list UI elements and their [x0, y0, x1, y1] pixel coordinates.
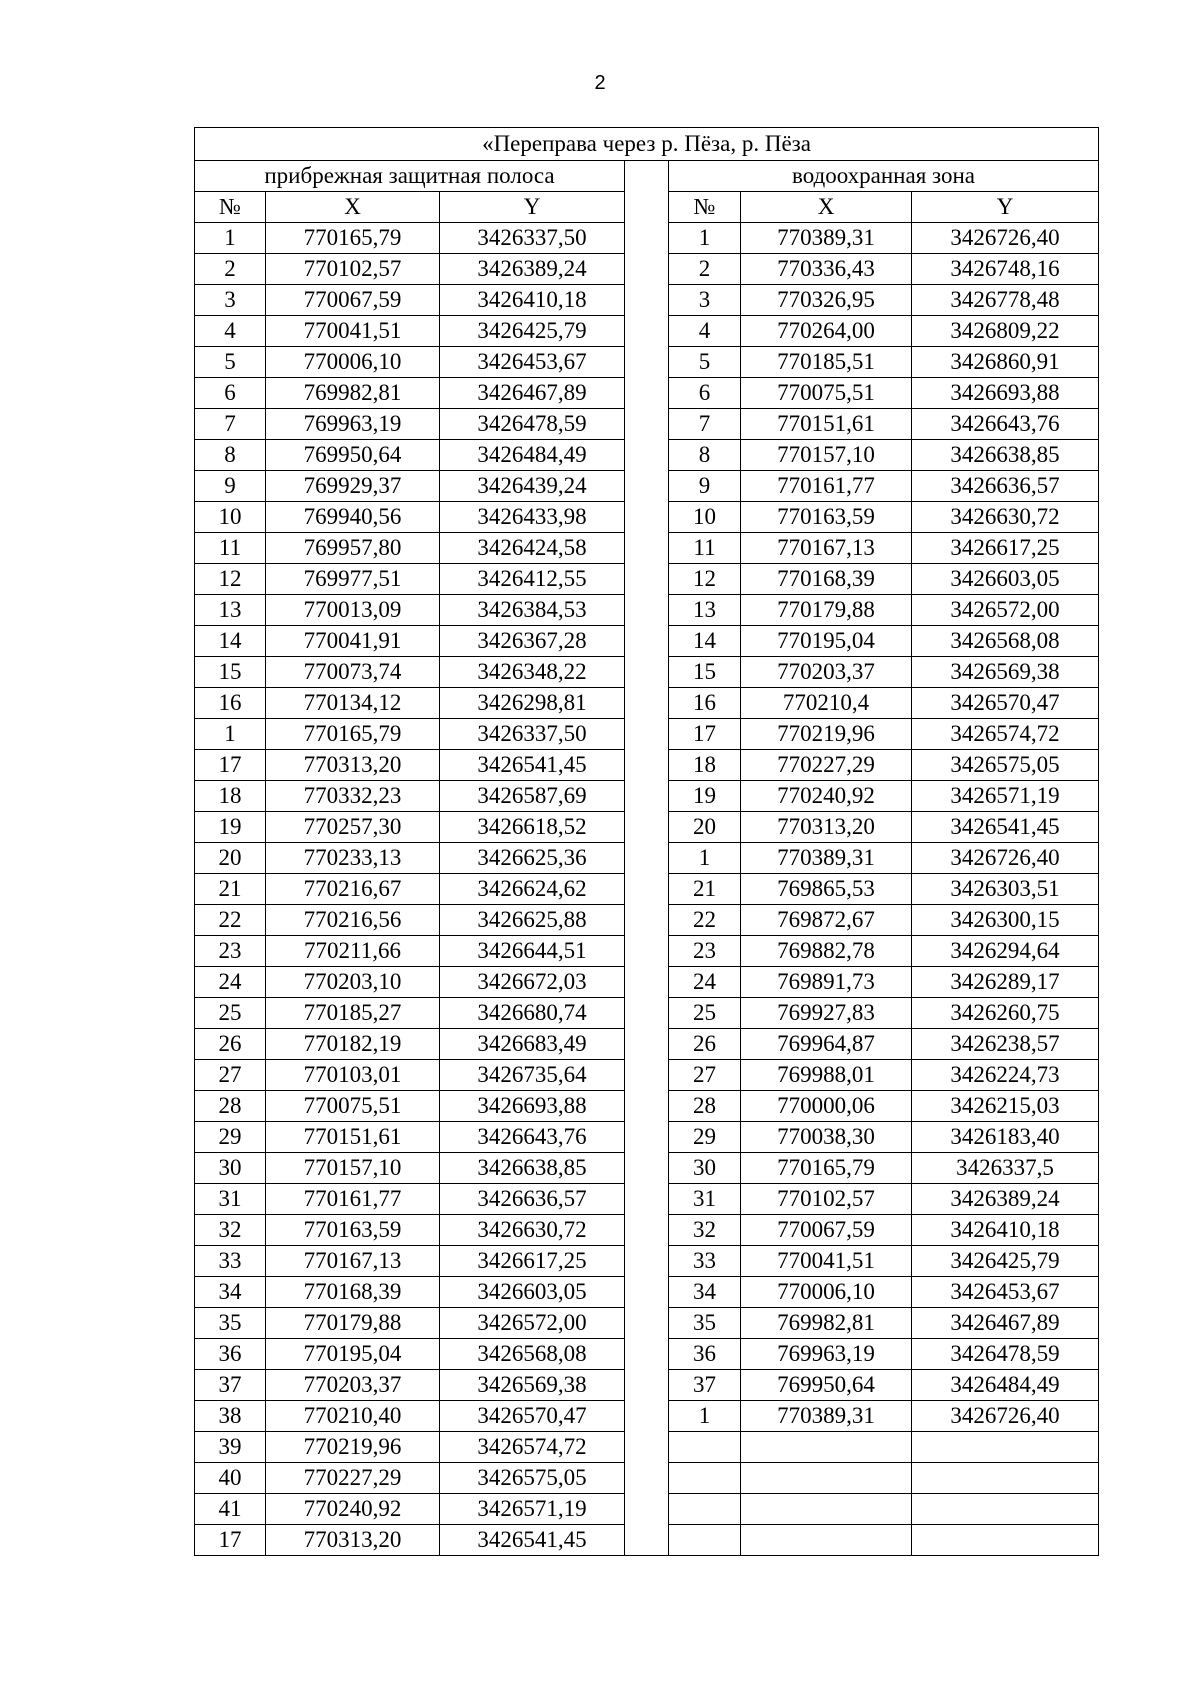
right-x-value: 769963,19 — [741, 1339, 912, 1370]
right-x-value: 770219,96 — [741, 719, 912, 750]
right-header-number: № — [669, 192, 741, 223]
page-number: 2 — [594, 72, 606, 94]
right-point-number: 7 — [669, 409, 741, 440]
right-x-value: 769950,64 — [741, 1370, 912, 1401]
right-x-value: 769872,67 — [741, 905, 912, 936]
left-point-number: 20 — [195, 843, 266, 874]
right-x-value: 770389,31 — [741, 1401, 912, 1432]
left-x-value: 770013,09 — [266, 595, 440, 626]
right-point-number: 16 — [669, 688, 741, 719]
left-x-value: 770073,74 — [266, 657, 440, 688]
left-y-value: 3426571,19 — [440, 1494, 625, 1525]
left-x-value: 770168,39 — [266, 1277, 440, 1308]
right-y-value: 3426300,15 — [912, 905, 1099, 936]
right-x-value: 770185,51 — [741, 347, 912, 378]
left-x-value: 770227,29 — [266, 1463, 440, 1494]
right-x-value: 770151,61 — [741, 409, 912, 440]
right-point-number: 24 — [669, 967, 741, 998]
right-point-number: 8 — [669, 440, 741, 471]
left-y-value: 3426433,98 — [440, 502, 625, 533]
right-point-number: 1 — [669, 843, 741, 874]
right-point-number: 20 — [669, 812, 741, 843]
right-y-value: 3426425,79 — [912, 1246, 1099, 1277]
right-point-number — [669, 1463, 741, 1494]
left-x-value: 770165,79 — [266, 223, 440, 254]
left-x-value: 769977,51 — [266, 564, 440, 595]
left-y-value: 3426618,52 — [440, 812, 625, 843]
right-point-number: 37 — [669, 1370, 741, 1401]
right-point-number: 22 — [669, 905, 741, 936]
left-x-value: 770313,20 — [266, 1525, 440, 1556]
right-x-value: 769891,73 — [741, 967, 912, 998]
right-x-value: 769964,87 — [741, 1029, 912, 1060]
left-y-value: 3426693,88 — [440, 1091, 625, 1122]
right-y-value: 3426638,85 — [912, 440, 1099, 471]
right-x-value: 770203,37 — [741, 657, 912, 688]
right-y-value: 3426860,91 — [912, 347, 1099, 378]
right-point-number: 30 — [669, 1153, 741, 1184]
right-y-value: 3426337,5 — [912, 1153, 1099, 1184]
right-x-value: 770102,57 — [741, 1184, 912, 1215]
left-x-value: 770041,91 — [266, 626, 440, 657]
right-y-value — [912, 1463, 1099, 1494]
right-x-value — [741, 1525, 912, 1556]
right-y-value: 3426294,64 — [912, 936, 1099, 967]
left-point-number: 2 — [195, 254, 266, 285]
left-x-value: 769940,56 — [266, 502, 440, 533]
left-point-number: 28 — [195, 1091, 266, 1122]
right-y-value: 3426389,24 — [912, 1184, 1099, 1215]
left-point-number: 9 — [195, 471, 266, 502]
right-point-number: 19 — [669, 781, 741, 812]
left-x-value: 770134,12 — [266, 688, 440, 719]
right-header-x: X — [741, 192, 912, 223]
right-y-value: 3426630,72 — [912, 502, 1099, 533]
right-y-value: 3426467,89 — [912, 1308, 1099, 1339]
left-x-value: 770167,13 — [266, 1246, 440, 1277]
left-x-value: 769957,80 — [266, 533, 440, 564]
right-y-value: 3426572,00 — [912, 595, 1099, 626]
left-y-value: 3426424,58 — [440, 533, 625, 564]
left-y-value: 3426735,64 — [440, 1060, 625, 1091]
right-y-value: 3426748,16 — [912, 254, 1099, 285]
left-x-value: 770161,77 — [266, 1184, 440, 1215]
left-point-number: 30 — [195, 1153, 266, 1184]
left-y-value: 3426541,45 — [440, 1525, 625, 1556]
right-y-value: 3426574,72 — [912, 719, 1099, 750]
left-point-number: 11 — [195, 533, 266, 564]
right-point-number: 27 — [669, 1060, 741, 1091]
left-y-value: 3426643,76 — [440, 1122, 625, 1153]
right-y-value: 3426478,59 — [912, 1339, 1099, 1370]
left-header-x: X — [266, 192, 440, 223]
left-x-value: 770163,59 — [266, 1215, 440, 1246]
right-x-value: 770326,95 — [741, 285, 912, 316]
left-section-title: прибрежная защитная полоса — [195, 161, 625, 192]
left-x-value: 770195,04 — [266, 1339, 440, 1370]
left-x-value: 770182,19 — [266, 1029, 440, 1060]
left-point-number: 21 — [195, 874, 266, 905]
left-x-value: 770165,79 — [266, 719, 440, 750]
right-point-number: 29 — [669, 1122, 741, 1153]
left-y-value: 3426298,81 — [440, 688, 625, 719]
right-y-value: 3426726,40 — [912, 843, 1099, 874]
right-point-number — [669, 1494, 741, 1525]
left-point-number: 17 — [195, 750, 266, 781]
left-x-value: 770216,56 — [266, 905, 440, 936]
left-x-value: 770067,59 — [266, 285, 440, 316]
left-y-value: 3426638,85 — [440, 1153, 625, 1184]
left-y-value: 3426439,24 — [440, 471, 625, 502]
left-point-number: 39 — [195, 1432, 266, 1463]
right-point-number: 17 — [669, 719, 741, 750]
left-x-value: 770075,51 — [266, 1091, 440, 1122]
left-x-value: 769982,81 — [266, 378, 440, 409]
right-point-number: 1 — [669, 223, 741, 254]
left-point-number: 5 — [195, 347, 266, 378]
left-y-value: 3426367,28 — [440, 626, 625, 657]
left-x-value: 770332,23 — [266, 781, 440, 812]
left-point-number: 35 — [195, 1308, 266, 1339]
left-point-number: 15 — [195, 657, 266, 688]
right-y-value: 3426238,57 — [912, 1029, 1099, 1060]
left-y-value: 3426575,05 — [440, 1463, 625, 1494]
left-x-value: 769963,19 — [266, 409, 440, 440]
left-y-value: 3426568,08 — [440, 1339, 625, 1370]
left-point-number: 26 — [195, 1029, 266, 1060]
left-y-value: 3426672,03 — [440, 967, 625, 998]
right-y-value: 3426183,40 — [912, 1122, 1099, 1153]
left-x-value: 770041,51 — [266, 316, 440, 347]
left-y-value: 3426680,74 — [440, 998, 625, 1029]
left-point-number: 33 — [195, 1246, 266, 1277]
right-x-value: 769927,83 — [741, 998, 912, 1029]
right-header-y: Y — [912, 192, 1099, 223]
left-point-number: 24 — [195, 967, 266, 998]
right-x-value: 770336,43 — [741, 254, 912, 285]
right-x-value: 770163,59 — [741, 502, 912, 533]
left-point-number: 27 — [195, 1060, 266, 1091]
left-point-number: 17 — [195, 1525, 266, 1556]
right-y-value: 3426570,47 — [912, 688, 1099, 719]
right-y-value: 3426726,40 — [912, 1401, 1099, 1432]
right-x-value: 770389,31 — [741, 223, 912, 254]
right-x-value — [741, 1494, 912, 1525]
left-point-number: 19 — [195, 812, 266, 843]
right-x-value: 770157,10 — [741, 440, 912, 471]
left-x-value: 770185,27 — [266, 998, 440, 1029]
right-x-value: 770264,00 — [741, 316, 912, 347]
left-point-number: 1 — [195, 719, 266, 750]
right-y-value: 3426568,08 — [912, 626, 1099, 657]
left-x-value: 770179,88 — [266, 1308, 440, 1339]
right-y-value: 3426603,05 — [912, 564, 1099, 595]
right-point-number: 14 — [669, 626, 741, 657]
left-y-value: 3426569,38 — [440, 1370, 625, 1401]
right-y-value: 3426224,73 — [912, 1060, 1099, 1091]
left-y-value: 3426625,36 — [440, 843, 625, 874]
right-y-value: 3426636,57 — [912, 471, 1099, 502]
left-point-number: 8 — [195, 440, 266, 471]
right-point-number: 2 — [669, 254, 741, 285]
left-point-number: 12 — [195, 564, 266, 595]
left-y-value: 3426644,51 — [440, 936, 625, 967]
right-x-value: 770161,77 — [741, 471, 912, 502]
left-y-value: 3426683,49 — [440, 1029, 625, 1060]
left-point-number: 10 — [195, 502, 266, 533]
left-header-y: Y — [440, 192, 625, 223]
right-point-number: 12 — [669, 564, 741, 595]
left-point-number: 3 — [195, 285, 266, 316]
left-x-value: 770102,57 — [266, 254, 440, 285]
right-y-value: 3426569,38 — [912, 657, 1099, 688]
left-y-value: 3426467,89 — [440, 378, 625, 409]
left-x-value: 770313,20 — [266, 750, 440, 781]
left-x-value: 770211,66 — [266, 936, 440, 967]
left-y-value: 3426574,72 — [440, 1432, 625, 1463]
left-y-value: 3426636,57 — [440, 1184, 625, 1215]
right-x-value: 769882,78 — [741, 936, 912, 967]
right-x-value: 770006,10 — [741, 1277, 912, 1308]
right-y-value: 3426693,88 — [912, 378, 1099, 409]
right-point-number: 28 — [669, 1091, 741, 1122]
left-point-number: 23 — [195, 936, 266, 967]
left-point-number: 4 — [195, 316, 266, 347]
left-point-number: 22 — [195, 905, 266, 936]
table-title: «Переправа через р. Пёза, р. Пёза — [195, 128, 1099, 161]
right-y-value: 3426617,25 — [912, 533, 1099, 564]
right-x-value: 770389,31 — [741, 843, 912, 874]
left-x-value: 770103,01 — [266, 1060, 440, 1091]
section-separator — [625, 161, 669, 1556]
left-y-value: 3426541,45 — [440, 750, 625, 781]
right-y-value: 3426643,76 — [912, 409, 1099, 440]
right-y-value: 3426778,48 — [912, 285, 1099, 316]
left-x-value: 770203,10 — [266, 967, 440, 998]
left-y-value: 3426425,79 — [440, 316, 625, 347]
right-point-number: 5 — [669, 347, 741, 378]
right-x-value: 770195,04 — [741, 626, 912, 657]
left-x-value: 770203,37 — [266, 1370, 440, 1401]
right-point-number: 23 — [669, 936, 741, 967]
right-y-value: 3426541,45 — [912, 812, 1099, 843]
left-y-value: 3426453,67 — [440, 347, 625, 378]
left-point-number: 32 — [195, 1215, 266, 1246]
right-y-value — [912, 1432, 1099, 1463]
left-point-number: 13 — [195, 595, 266, 626]
left-point-number: 38 — [195, 1401, 266, 1432]
right-x-value: 770067,59 — [741, 1215, 912, 1246]
left-point-number: 7 — [195, 409, 266, 440]
left-point-number: 37 — [195, 1370, 266, 1401]
right-x-value: 770038,30 — [741, 1122, 912, 1153]
left-x-value: 770006,10 — [266, 347, 440, 378]
right-y-value: 3426260,75 — [912, 998, 1099, 1029]
right-point-number: 25 — [669, 998, 741, 1029]
right-point-number — [669, 1432, 741, 1463]
right-y-value: 3426289,17 — [912, 967, 1099, 998]
right-y-value: 3426484,49 — [912, 1370, 1099, 1401]
right-point-number: 36 — [669, 1339, 741, 1370]
right-point-number: 33 — [669, 1246, 741, 1277]
right-y-value: 3426809,22 — [912, 316, 1099, 347]
right-point-number: 32 — [669, 1215, 741, 1246]
right-y-value — [912, 1525, 1099, 1556]
left-y-value: 3426587,69 — [440, 781, 625, 812]
right-y-value: 3426453,67 — [912, 1277, 1099, 1308]
left-x-value: 770157,10 — [266, 1153, 440, 1184]
left-y-value: 3426384,53 — [440, 595, 625, 626]
left-point-number: 14 — [195, 626, 266, 657]
left-point-number: 36 — [195, 1339, 266, 1370]
right-point-number: 35 — [669, 1308, 741, 1339]
left-x-value: 770210,40 — [266, 1401, 440, 1432]
left-y-value: 3426570,47 — [440, 1401, 625, 1432]
right-x-value: 770075,51 — [741, 378, 912, 409]
right-section-title: водоохранная зона — [669, 161, 1099, 192]
left-x-value: 770219,96 — [266, 1432, 440, 1463]
left-y-value: 3426625,88 — [440, 905, 625, 936]
left-point-number: 29 — [195, 1122, 266, 1153]
right-x-value: 770240,92 — [741, 781, 912, 812]
right-x-value: 770179,88 — [741, 595, 912, 626]
right-x-value — [741, 1463, 912, 1494]
right-x-value: 770210,4 — [741, 688, 912, 719]
right-point-number: 15 — [669, 657, 741, 688]
right-y-value: 3426571,19 — [912, 781, 1099, 812]
right-x-value: 770227,29 — [741, 750, 912, 781]
left-y-value: 3426617,25 — [440, 1246, 625, 1277]
left-y-value: 3426337,50 — [440, 223, 625, 254]
right-x-value: 770041,51 — [741, 1246, 912, 1277]
left-x-value: 770233,13 — [266, 843, 440, 874]
right-point-number: 1 — [669, 1401, 741, 1432]
right-y-value — [912, 1494, 1099, 1525]
left-x-value: 770257,30 — [266, 812, 440, 843]
left-y-value: 3426410,18 — [440, 285, 625, 316]
left-point-number: 25 — [195, 998, 266, 1029]
right-y-value: 3426303,51 — [912, 874, 1099, 905]
right-point-number — [669, 1525, 741, 1556]
right-x-value: 770000,06 — [741, 1091, 912, 1122]
right-y-value: 3426726,40 — [912, 223, 1099, 254]
left-x-value: 769929,37 — [266, 471, 440, 502]
left-point-number: 34 — [195, 1277, 266, 1308]
left-y-value: 3426337,50 — [440, 719, 625, 750]
left-y-value: 3426389,24 — [440, 254, 625, 285]
left-point-number: 40 — [195, 1463, 266, 1494]
right-point-number: 31 — [669, 1184, 741, 1215]
left-y-value: 3426348,22 — [440, 657, 625, 688]
coordinates-table — [194, 127, 1099, 1556]
right-point-number: 9 — [669, 471, 741, 502]
right-point-number: 26 — [669, 1029, 741, 1060]
right-y-value: 3426215,03 — [912, 1091, 1099, 1122]
right-point-number: 13 — [669, 595, 741, 626]
right-y-value: 3426575,05 — [912, 750, 1099, 781]
left-y-value: 3426478,59 — [440, 409, 625, 440]
right-x-value: 769865,53 — [741, 874, 912, 905]
left-y-value: 3426484,49 — [440, 440, 625, 471]
right-x-value: 770313,20 — [741, 812, 912, 843]
right-x-value — [741, 1432, 912, 1463]
left-x-value: 770216,67 — [266, 874, 440, 905]
right-x-value: 769988,01 — [741, 1060, 912, 1091]
right-point-number: 3 — [669, 285, 741, 316]
right-point-number: 18 — [669, 750, 741, 781]
left-point-number: 18 — [195, 781, 266, 812]
left-x-value: 769950,64 — [266, 440, 440, 471]
left-point-number: 41 — [195, 1494, 266, 1525]
right-point-number: 11 — [669, 533, 741, 564]
right-x-value: 770167,13 — [741, 533, 912, 564]
left-header-number: № — [195, 192, 266, 223]
right-point-number: 6 — [669, 378, 741, 409]
right-point-number: 21 — [669, 874, 741, 905]
left-y-value: 3426572,00 — [440, 1308, 625, 1339]
left-y-value: 3426624,62 — [440, 874, 625, 905]
right-point-number: 10 — [669, 502, 741, 533]
left-point-number: 1 — [195, 223, 266, 254]
left-y-value: 3426630,72 — [440, 1215, 625, 1246]
left-point-number: 16 — [195, 688, 266, 719]
left-y-value: 3426603,05 — [440, 1277, 625, 1308]
left-y-value: 3426412,55 — [440, 564, 625, 595]
left-x-value: 770240,92 — [266, 1494, 440, 1525]
left-x-value: 770151,61 — [266, 1122, 440, 1153]
left-point-number: 31 — [195, 1184, 266, 1215]
left-point-number: 6 — [195, 378, 266, 409]
right-x-value: 770165,79 — [741, 1153, 912, 1184]
right-point-number: 4 — [669, 316, 741, 347]
right-x-value: 769982,81 — [741, 1308, 912, 1339]
right-x-value: 770168,39 — [741, 564, 912, 595]
right-y-value: 3426410,18 — [912, 1215, 1099, 1246]
right-point-number: 34 — [669, 1277, 741, 1308]
